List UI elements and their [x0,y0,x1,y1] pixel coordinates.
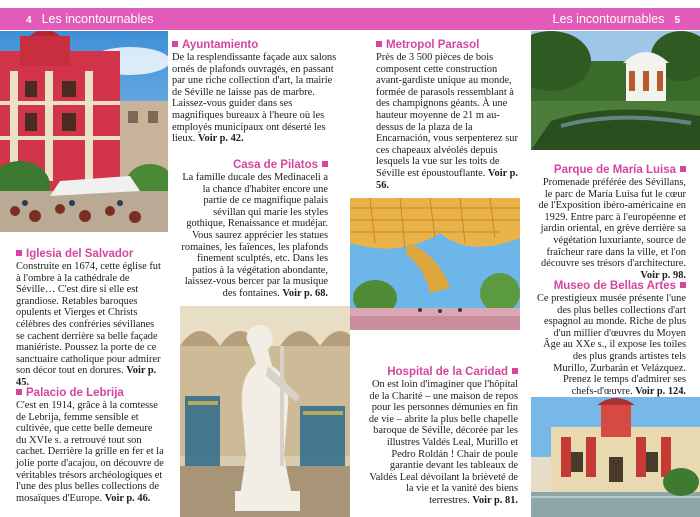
entry-title: Ayuntamiento [172,38,340,52]
right-page-number: 5 [674,15,680,26]
photo-metropol-parasol [350,198,520,330]
entry-hospital-caridad [364,365,518,507]
photo-parque-maria-luisa [531,31,700,150]
right-header-bar [350,8,700,30]
entry-parque-maria-luisa [536,163,686,281]
entry-metropol-parasol [376,38,524,191]
entry-text: On est loin d'imaginer que l'hôpital de la Charité – une maison de repos pour les personnes démunies en fin de vie – abrite la plus belle chapelle baroque de Séville, décorée par les illustres Valdés Leal, Murillo et Pedro Roldán ! Chair de poule garantie devant les tableaux de Valdés Leal dévoilant la brièveté de la vie et la vanité des biens terrestres. [368,379,518,506]
entry-ref[interactable]: Voir p. 68. [282,287,328,299]
entry-text: De la resplendissante façade aux salons ornés de plafonds ouvragés, en passant par une riche collection d'art, la mairie de Séville ne laisse pas de marbre. Laissez-vous guider dans ses magnifiques bureaux à l'heure où les employés municipaux ont déserté les lieux. [172,52,337,145]
entry-palacio-lebrija [16,386,164,504]
entry-text: La famille ducale des Medinaceli a la chance d'habiter encore une partie de ce magnifique palais sévillan qui marie les styles gothique, Renaissance et mudéjar. Vous saurez apprécier les statues romaines, les faïences, les plafonds finement sculptés, etc. Dans les patios à la végétation abondante, laissez-vous bercer par la musique des fontaines. [181,172,328,299]
entry-ref[interactable]: Voir p. 124. [635,385,686,397]
entry-ref[interactable]: Voir p. 56. [376,167,519,191]
entry-title: Metropol Parasol [376,38,524,52]
left-page-number: 4 [26,15,32,26]
entry-title: Museo de Bellas Artes [536,279,686,293]
left-header-title: Les incontournables [41,12,154,26]
entry-iglesia-salvador [16,247,164,389]
photo-casa-pilatos [180,306,350,517]
entry-ref[interactable]: Voir p. 98. [640,269,686,281]
entry-ref[interactable]: Voir p. 46. [104,492,151,504]
entry-title: Hospital de la Caridad [364,365,518,379]
right-header-title: Les incontournables [552,12,665,26]
photo-iglesia-salvador [0,31,168,232]
entry-text: Près de 3 500 pièces de bois composent cette construction avant-gardiste unique au monde, formée de parasols ressemblant à des champignons géants. À une hauteur moyenne de 21 m au-dessus de la plaza de la Encarnación, vous serpenterez sur ces chapeaux alvéolés depuis lesquels la vue sur les toits de Séville est époustouflante. [376,52,518,179]
entry-ref[interactable]: Voir p. 42. [197,133,244,145]
right-page [350,0,700,517]
entry-text: C'est en 1914, grâce à la comtesse de Lebrija, femme sensible et cultivée, que cette belle demeure du XVIe s. a retrouvé tout son cachet. Derrière la grille en fer et la jolie porte d'acajou, on découvre de véritables trésors archéologiques et l'une des plus belles collections de mosaïques d'Europe. [16,400,164,504]
entry-text: Promenade préférée des Sévillans, le parc de María Luisa fut le cœur de l'Exposition ibéro-américaine en 1929. Entre parc à l'européenne et jardin oriental, en grève derrière sa végétation luxuriante, source de fraîcheur rare dans la ville, et l'on découvre ses trésors d'architecture. [538,177,686,270]
entry-casa-pilatos [178,158,328,300]
entry-museo-bellas-artes [536,279,686,397]
entry-ref[interactable]: Voir p. 45. [16,365,157,388]
left-header-bar [0,8,350,30]
entry-text: Ce prestigieux musée présente l'une des plus belles collections d'art espagnol au monde. Riche de plus d'un millier d'œuvres du Moyen Âge au XXe s., il expose les toiles des plus grands artistes tels Murillo, Zurbarán et Velázquez. Prenez le temps d'admirer ses chefs-d'œuvre. [536,293,686,397]
entry-title: Casa de Pilatos [178,158,328,172]
entry-ayuntamiento [172,38,340,145]
entry-title: Iglesia del Salvador [16,247,164,261]
entry-text: Construite en 1674, cette église fut à l'ombre à la cathédrale de Séville… C'est dire si elle est grandiose. Retables baroques opulents et Vierges et Christs célèbres des confréries sévillanes se cachent derrière sa belle façade maniériste. Poussez la porte de ce sanctuaire catholique pour admirer son décor tout en dorures. [16,261,161,377]
entry-ref[interactable]: Voir p. 81. [472,494,518,506]
entry-title: Parque de María Luisa [536,163,686,177]
entry-title: Palacio de Lebrija [16,386,164,400]
photo-museo-bellas-artes [531,397,700,517]
